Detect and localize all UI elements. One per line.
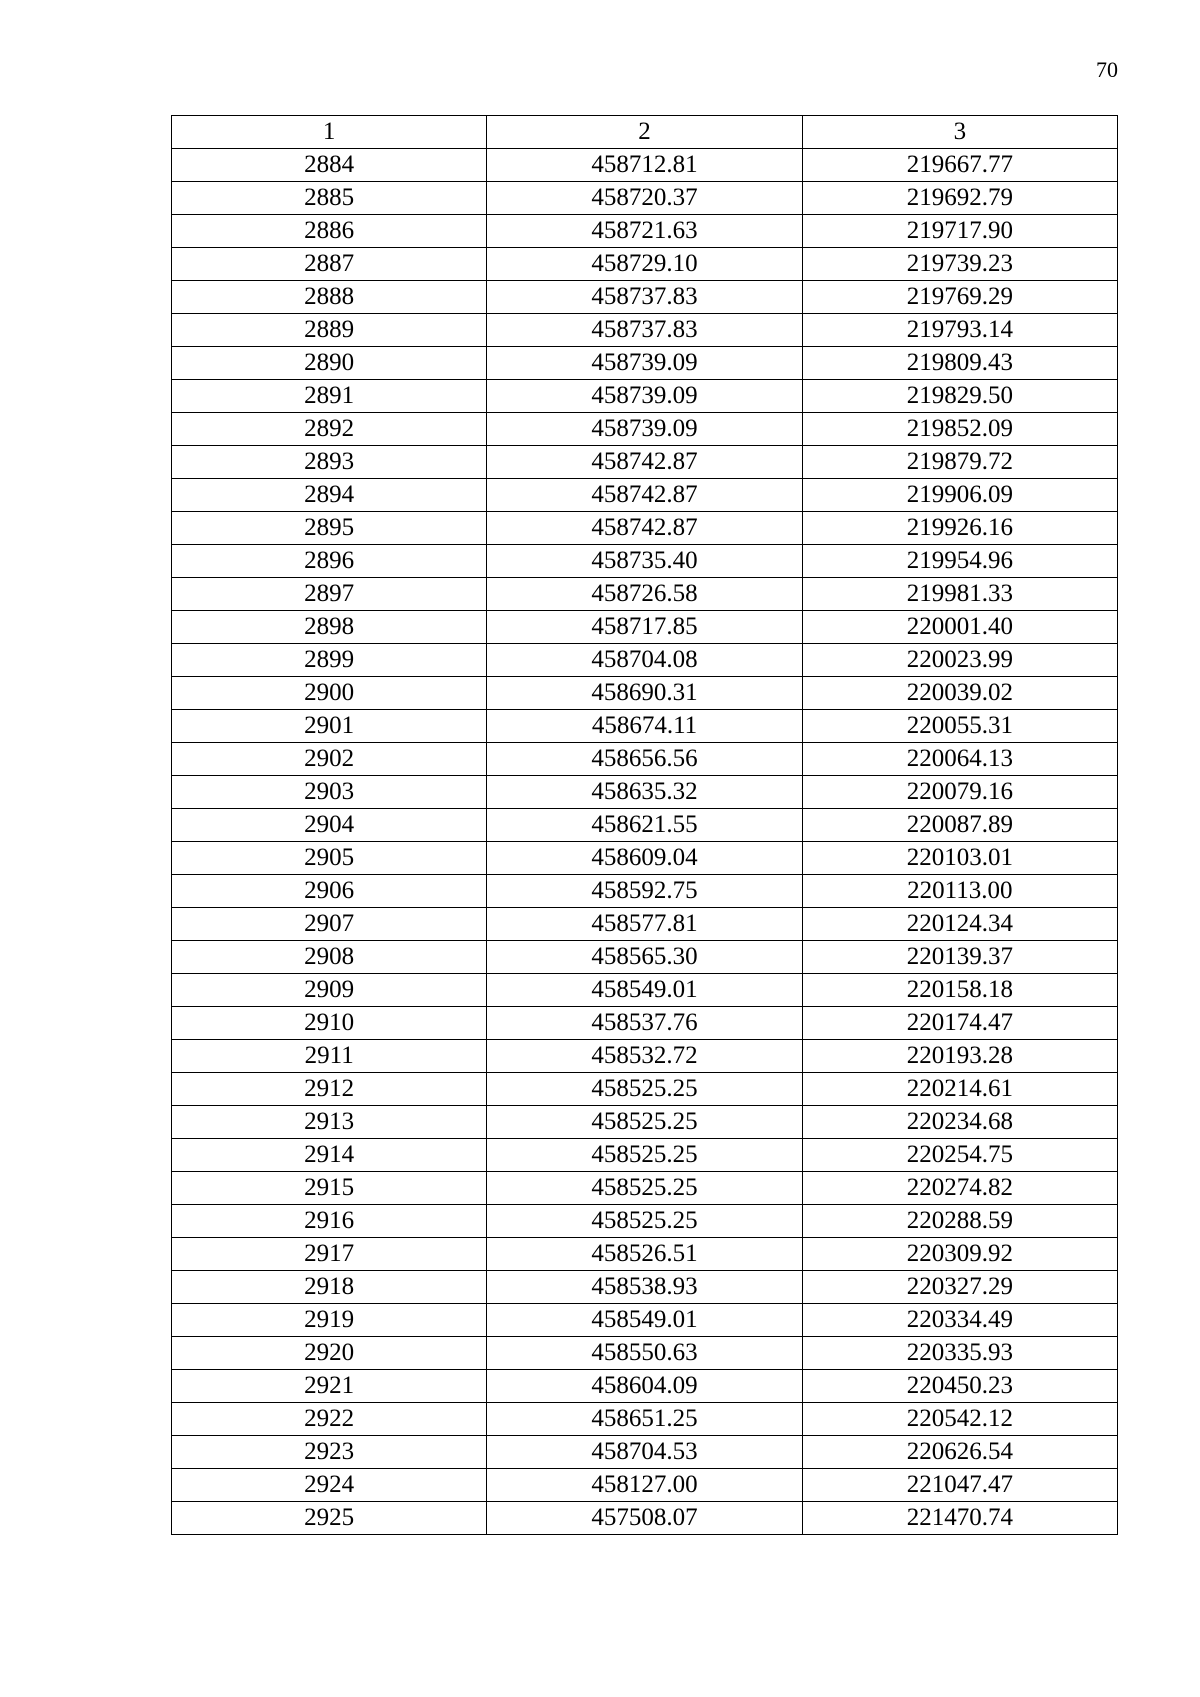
y-coordinate-cell: 219717.90 [802,215,1117,248]
point-number-cell: 2892 [172,413,487,446]
x-coordinate-cell: 458592.75 [487,875,802,908]
point-number-cell: 2898 [172,611,487,644]
table-row [172,248,1118,281]
table-row [172,1106,1118,1139]
table-row [172,182,1118,215]
x-coordinate-cell: 458537.76 [487,1007,802,1040]
x-coordinate-cell: 457508.07 [487,1502,802,1535]
x-coordinate-cell: 458726.58 [487,578,802,611]
x-coordinate-cell: 458525.25 [487,1205,802,1238]
x-coordinate-cell: 458674.11 [487,710,802,743]
point-number-cell: 2911 [172,1040,487,1073]
y-coordinate-cell: 219692.79 [802,182,1117,215]
x-coordinate-cell: 458737.83 [487,281,802,314]
x-coordinate-cell: 458704.08 [487,644,802,677]
x-coordinate-cell: 458621.55 [487,809,802,842]
y-coordinate-cell: 220327.29 [802,1271,1117,1304]
table-row [172,149,1118,182]
point-number-cell: 2918 [172,1271,487,1304]
column-header-3: 3 [802,116,1117,149]
point-number-cell: 2919 [172,1304,487,1337]
x-coordinate-cell: 458717.85 [487,611,802,644]
y-coordinate-cell: 219954.96 [802,545,1117,578]
table-row [172,545,1118,578]
point-number-cell: 2906 [172,875,487,908]
x-coordinate-cell: 458526.51 [487,1238,802,1271]
y-coordinate-cell: 220055.31 [802,710,1117,743]
point-number-cell: 2924 [172,1469,487,1502]
y-coordinate-cell: 220103.01 [802,842,1117,875]
x-coordinate-cell: 458525.25 [487,1139,802,1172]
y-coordinate-cell: 219793.14 [802,314,1117,347]
table-row [172,941,1118,974]
table-row [172,1073,1118,1106]
y-coordinate-cell: 220023.99 [802,644,1117,677]
point-number-cell: 2913 [172,1106,487,1139]
table-row [172,1238,1118,1271]
y-coordinate-cell: 220039.02 [802,677,1117,710]
x-coordinate-cell: 458538.93 [487,1271,802,1304]
y-coordinate-cell: 220193.28 [802,1040,1117,1073]
table-row [172,512,1118,545]
x-coordinate-cell: 458742.87 [487,446,802,479]
table-row [172,1040,1118,1073]
y-coordinate-cell: 219739.23 [802,248,1117,281]
table-row [172,677,1118,710]
table-body [172,149,1118,1535]
point-number-cell: 2894 [172,479,487,512]
table-header-row [172,116,1118,149]
x-coordinate-cell: 458549.01 [487,974,802,1007]
table-row [172,875,1118,908]
page-number: 70 [1096,57,1118,82]
y-coordinate-cell: 219852.09 [802,413,1117,446]
x-coordinate-cell: 458739.09 [487,380,802,413]
table-row [172,842,1118,875]
table-row [172,1337,1118,1370]
x-coordinate-cell: 458127.00 [487,1469,802,1502]
table-row [172,1172,1118,1205]
x-coordinate-cell: 458690.31 [487,677,802,710]
point-number-cell: 2893 [172,446,487,479]
point-number-cell: 2904 [172,809,487,842]
table-row [172,611,1118,644]
y-coordinate-cell: 220334.49 [802,1304,1117,1337]
table-row [172,1139,1118,1172]
y-coordinate-cell: 220064.13 [802,743,1117,776]
table-row [172,743,1118,776]
y-coordinate-cell: 220450.23 [802,1370,1117,1403]
y-coordinate-cell: 220001.40 [802,611,1117,644]
point-number-cell: 2905 [172,842,487,875]
y-coordinate-cell: 219879.72 [802,446,1117,479]
point-number-cell: 2908 [172,941,487,974]
table-row [172,314,1118,347]
table-row [172,908,1118,941]
y-coordinate-cell: 220113.00 [802,875,1117,908]
table-row [172,281,1118,314]
table-row [172,215,1118,248]
point-number-cell: 2907 [172,908,487,941]
table-row [172,1469,1118,1502]
point-number-cell: 2912 [172,1073,487,1106]
coordinates-table [171,115,1118,1535]
y-coordinate-cell: 221047.47 [802,1469,1117,1502]
x-coordinate-cell: 458550.63 [487,1337,802,1370]
y-coordinate-cell: 220124.34 [802,908,1117,941]
point-number-cell: 2916 [172,1205,487,1238]
x-coordinate-cell: 458565.30 [487,941,802,974]
table-row [172,1436,1118,1469]
y-coordinate-cell: 220626.54 [802,1436,1117,1469]
point-number-cell: 2895 [172,512,487,545]
point-number-cell: 2897 [172,578,487,611]
y-coordinate-cell: 220234.68 [802,1106,1117,1139]
x-coordinate-cell: 458525.25 [487,1073,802,1106]
x-coordinate-cell: 458742.87 [487,479,802,512]
point-number-cell: 2925 [172,1502,487,1535]
table-row [172,479,1118,512]
x-coordinate-cell: 458609.04 [487,842,802,875]
y-coordinate-cell: 219667.77 [802,149,1117,182]
table-row [172,776,1118,809]
x-coordinate-cell: 458721.63 [487,215,802,248]
column-header-1: 1 [172,116,487,149]
table-row [172,1304,1118,1337]
x-coordinate-cell: 458656.56 [487,743,802,776]
table-row [172,809,1118,842]
y-coordinate-cell: 220309.92 [802,1238,1117,1271]
y-coordinate-cell: 220087.89 [802,809,1117,842]
point-number-cell: 2884 [172,149,487,182]
point-number-cell: 2902 [172,743,487,776]
y-coordinate-cell: 220335.93 [802,1337,1117,1370]
y-coordinate-cell: 220288.59 [802,1205,1117,1238]
x-coordinate-cell: 458651.25 [487,1403,802,1436]
point-number-cell: 2923 [172,1436,487,1469]
table-row [172,1370,1118,1403]
x-coordinate-cell: 458729.10 [487,248,802,281]
x-coordinate-cell: 458525.25 [487,1106,802,1139]
table-row [172,1502,1118,1535]
x-coordinate-cell: 458549.01 [487,1304,802,1337]
point-number-cell: 2891 [172,380,487,413]
y-coordinate-cell: 220542.12 [802,1403,1117,1436]
x-coordinate-cell: 458735.40 [487,545,802,578]
table-row [172,446,1118,479]
table-row [172,644,1118,677]
point-number-cell: 2910 [172,1007,487,1040]
y-coordinate-cell: 219809.43 [802,347,1117,380]
point-number-cell: 2896 [172,545,487,578]
y-coordinate-cell: 220079.16 [802,776,1117,809]
y-coordinate-cell: 220174.47 [802,1007,1117,1040]
point-number-cell: 2889 [172,314,487,347]
x-coordinate-cell: 458525.25 [487,1172,802,1205]
column-header-2: 2 [487,116,802,149]
point-number-cell: 2887 [172,248,487,281]
y-coordinate-cell: 219981.33 [802,578,1117,611]
table-row [172,578,1118,611]
y-coordinate-cell: 219829.50 [802,380,1117,413]
point-number-cell: 2921 [172,1370,487,1403]
point-number-cell: 2914 [172,1139,487,1172]
point-number-cell: 2922 [172,1403,487,1436]
table-row [172,413,1118,446]
table-row [172,1205,1118,1238]
point-number-cell: 2888 [172,281,487,314]
y-coordinate-cell: 220139.37 [802,941,1117,974]
y-coordinate-cell: 220274.82 [802,1172,1117,1205]
x-coordinate-cell: 458737.83 [487,314,802,347]
x-coordinate-cell: 458532.72 [487,1040,802,1073]
x-coordinate-cell: 458720.37 [487,182,802,215]
point-number-cell: 2915 [172,1172,487,1205]
point-number-cell: 2903 [172,776,487,809]
point-number-cell: 2920 [172,1337,487,1370]
y-coordinate-cell: 220158.18 [802,974,1117,1007]
table-row [172,1271,1118,1304]
point-number-cell: 2890 [172,347,487,380]
y-coordinate-cell: 219926.16 [802,512,1117,545]
y-coordinate-cell: 221470.74 [802,1502,1117,1535]
table-row [172,1007,1118,1040]
point-number-cell: 2917 [172,1238,487,1271]
x-coordinate-cell: 458704.53 [487,1436,802,1469]
table-row [172,1403,1118,1436]
x-coordinate-cell: 458739.09 [487,413,802,446]
table-row [172,347,1118,380]
x-coordinate-cell: 458742.87 [487,512,802,545]
point-number-cell: 2901 [172,710,487,743]
x-coordinate-cell: 458739.09 [487,347,802,380]
x-coordinate-cell: 458604.09 [487,1370,802,1403]
y-coordinate-cell: 219906.09 [802,479,1117,512]
x-coordinate-cell: 458712.81 [487,149,802,182]
x-coordinate-cell: 458635.32 [487,776,802,809]
point-number-cell: 2885 [172,182,487,215]
point-number-cell: 2899 [172,644,487,677]
table-row [172,710,1118,743]
y-coordinate-cell: 220214.61 [802,1073,1117,1106]
y-coordinate-cell: 219769.29 [802,281,1117,314]
point-number-cell: 2909 [172,974,487,1007]
point-number-cell: 2886 [172,215,487,248]
point-number-cell: 2900 [172,677,487,710]
table-row [172,974,1118,1007]
table-row [172,380,1118,413]
y-coordinate-cell: 220254.75 [802,1139,1117,1172]
x-coordinate-cell: 458577.81 [487,908,802,941]
